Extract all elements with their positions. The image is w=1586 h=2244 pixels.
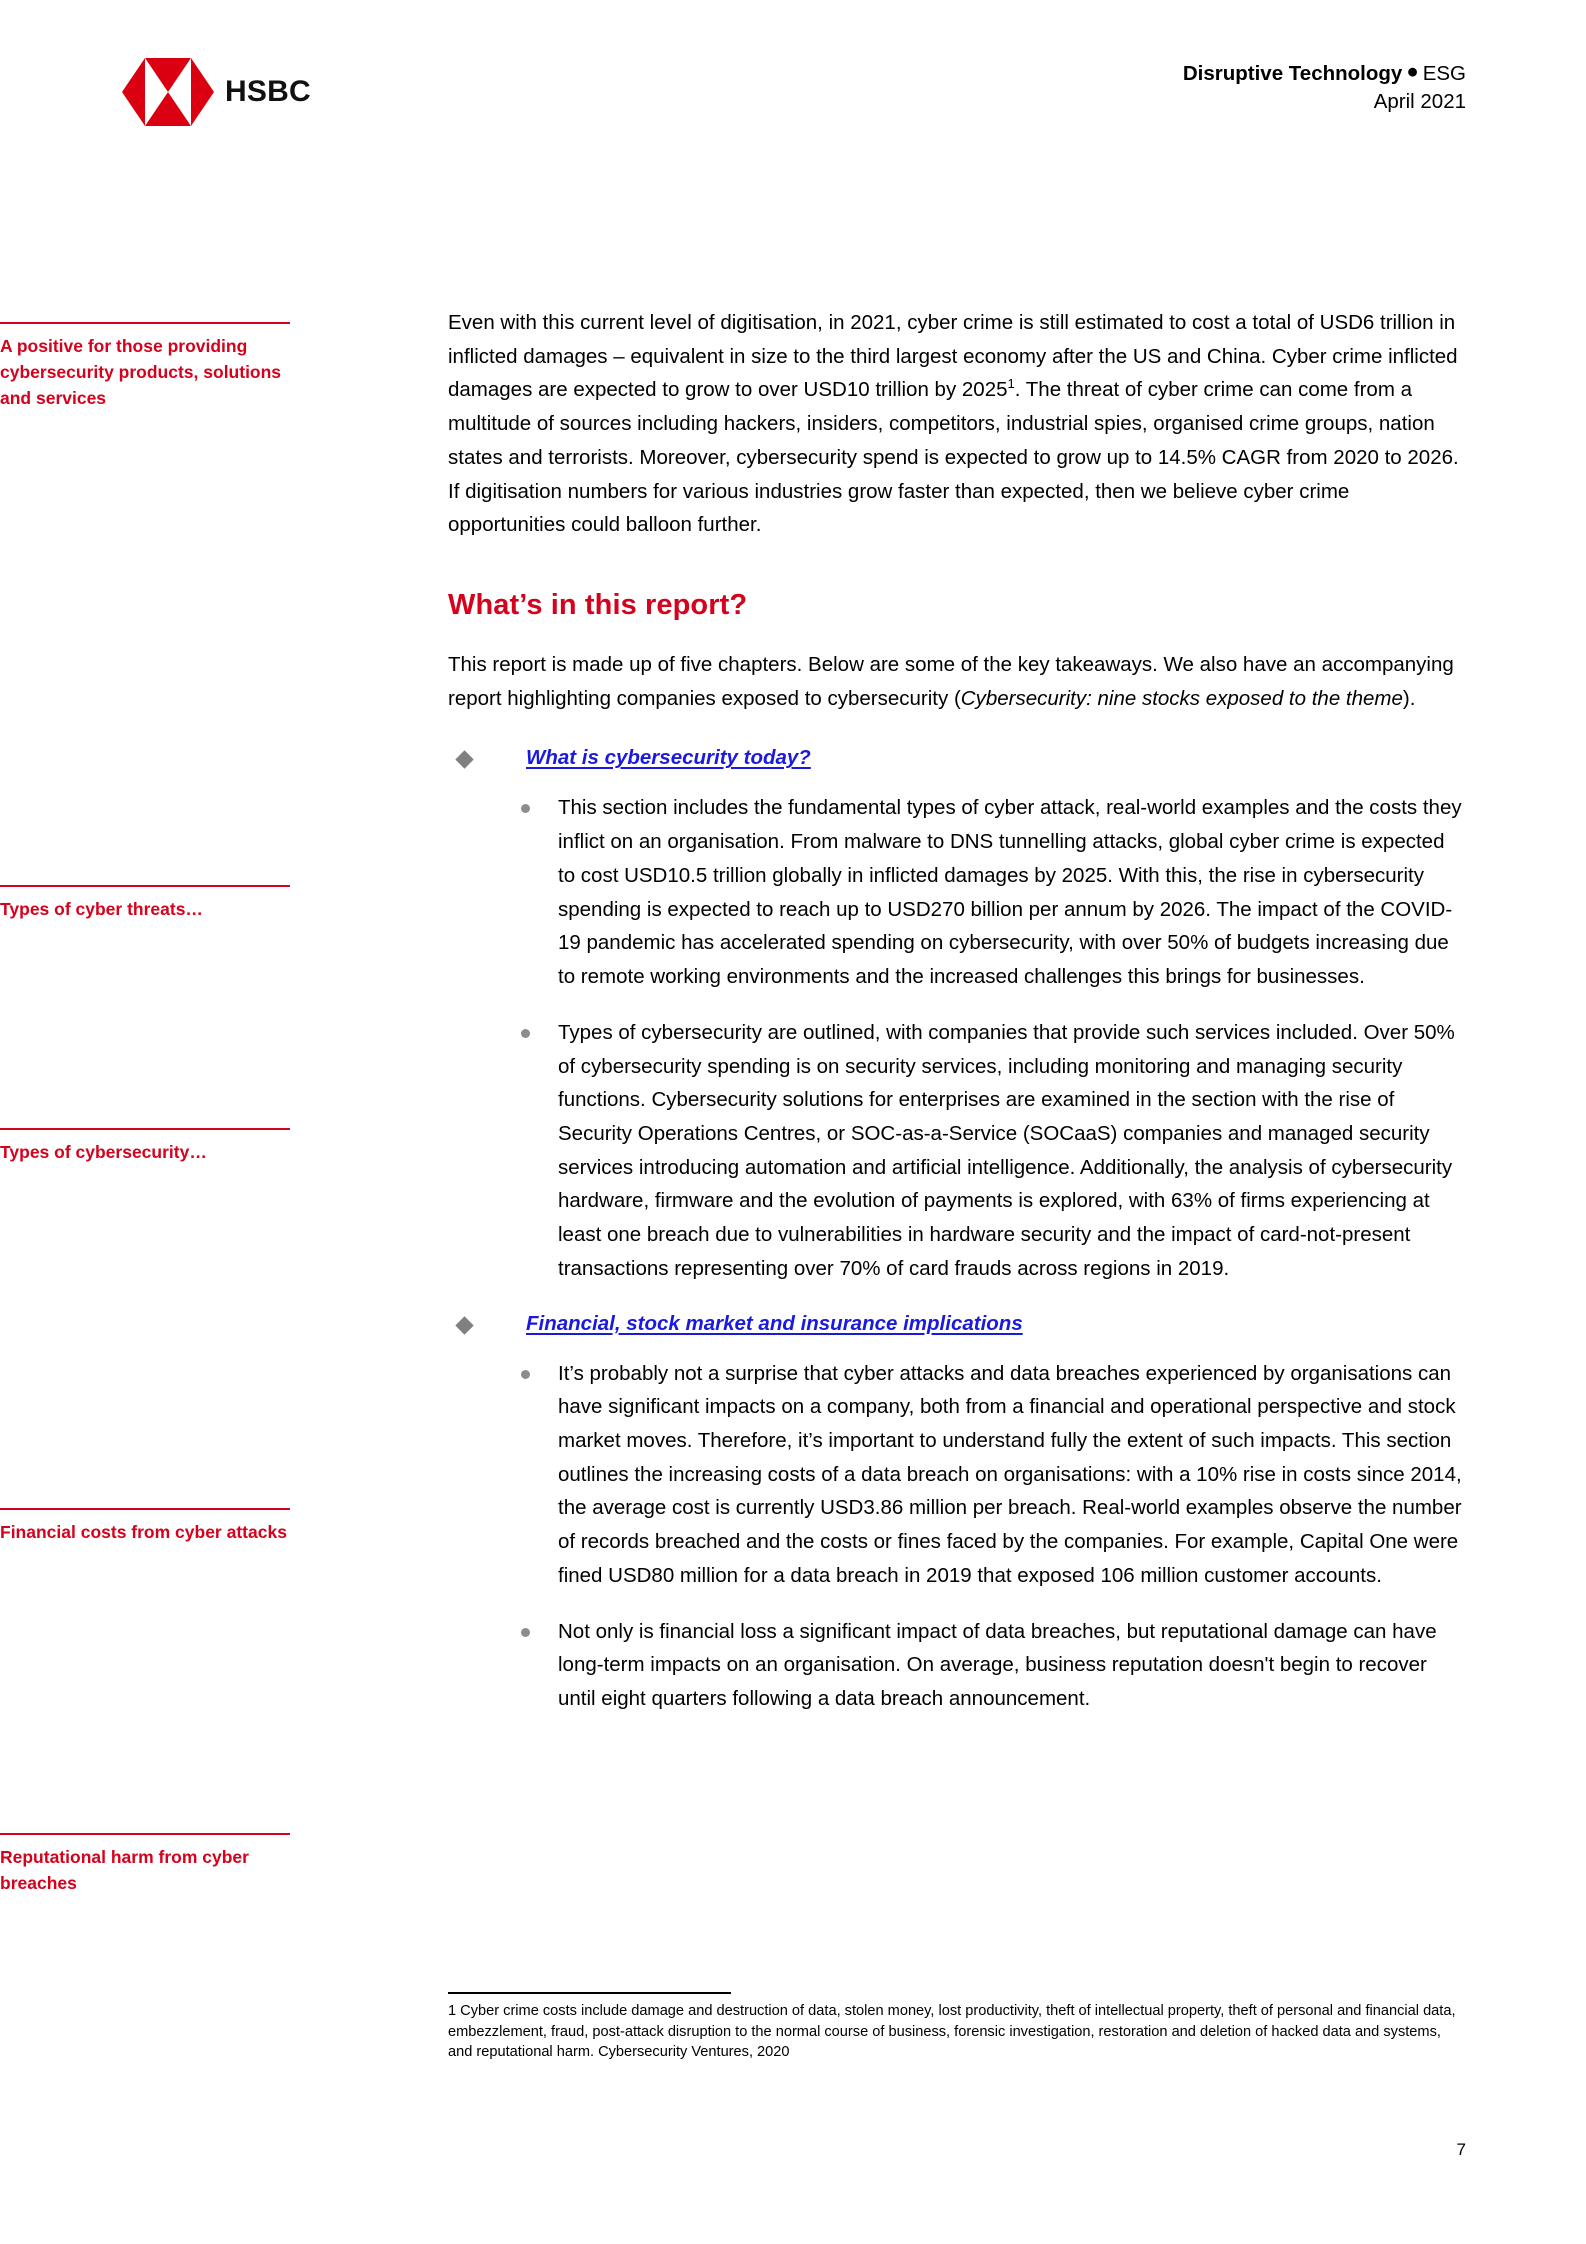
page-number: 7 bbox=[1456, 2140, 1466, 2159]
footnote-text: 1 Cyber crime costs include damage and destruction of data, stolen money, lost productivity, theft of intellectual property, theft of personal and financial data, embezzlement, fraud, post-attack disruption to the normal course of business, forensic investigation, restoration and deletion of hacked data and systems, and reputational harm. Cybersecurity Ventures, 2020 bbox=[448, 2003, 1456, 2061]
margin-note-reputational-harm bbox=[0, 1833, 290, 1897]
intro-paragraph bbox=[448, 306, 1466, 542]
round-bullet-icon bbox=[521, 1628, 530, 1637]
margin-note-positive bbox=[0, 322, 290, 412]
round-bullet-icon bbox=[521, 1370, 530, 1379]
chapter-link-row-1[interactable] bbox=[448, 746, 1466, 770]
header-title-plain: ESG bbox=[1422, 62, 1466, 85]
list-item bbox=[448, 791, 1466, 993]
footnote-block bbox=[448, 1992, 1466, 2063]
footnote-marker: 1 bbox=[1007, 376, 1015, 392]
header-title bbox=[1183, 58, 1466, 88]
chapter-link-row-2[interactable] bbox=[448, 1312, 1466, 1336]
diamond-bullet-icon bbox=[455, 1316, 473, 1334]
intro-paragraph-part2: . The threat of cyber crime can come from a multitude of sources including hackers, insiders, competitors, industrial spies, organised crime groups, nation states and terrorists. Moreover, cybersecurity spend is expected to grow up to 14.5% CAGR from 2020 to 2026. If digitisation numbers for various industries grow faster than expected, then we believe cyber crime opportunities could balloon further. bbox=[448, 378, 1459, 537]
list-item-text: It’s probably not a surprise that cyber attacks and data breaches experienced by organisations can have significant impacts on a company, both from a financial and operational perspective and stock market moves. Therefore, it’s important to understand fully the extent of such impacts. This section outlines the increasing costs of a data breach on organisations: with a 10% rise in costs since 2014, the average cost is currently USD3.86 million per breach. Real-world examples observe the number of records breached and the costs or fines faced by the companies. For example, Capital One were fined USD80 million for a data breach in 2019 that exposed 106 million customer accounts. bbox=[558, 1361, 1462, 1587]
intro-paragraph-part1: Even with this current level of digitisation, in 2021, cyber crime is still estimated to cost a total of USD6 trillion in inflicted damages – equivalent in size to the third largest economy after the US and China. Cyber crime inflicted damages are expected to grow to over USD10 trillion by 2025 bbox=[448, 311, 1458, 402]
chapter-link-what-is-cybersecurity[interactable]: What is cybersecurity today? bbox=[526, 746, 811, 770]
hsbc-logo bbox=[122, 58, 311, 126]
report-intro-part2: ). bbox=[1402, 686, 1416, 710]
header-meta bbox=[1183, 58, 1466, 117]
margin-note-text: Types of cyber threats… bbox=[0, 899, 203, 919]
list-item bbox=[448, 1357, 1466, 1593]
list-item bbox=[448, 1016, 1466, 1286]
margin-note-text: Financial costs from cyber attacks bbox=[0, 1522, 287, 1542]
diamond-bullet-icon bbox=[455, 751, 473, 769]
round-bullet-icon bbox=[521, 804, 530, 813]
margin-note-cyber-threats bbox=[0, 885, 290, 923]
chapter-link-financial-implications[interactable]: Financial, stock market and insurance implications bbox=[526, 1311, 1023, 1335]
margin-note-types-cybersecurity bbox=[0, 1128, 290, 1166]
list-item-text: Types of cybersecurity are outlined, with companies that provide such services included. Over 50% of cybersecurity spending is on security services, including monitoring and managing security functions. Cybersecurity solutions for enterprises are examined in the section with the rise of Security Operations Centres, or SOC-as-a-Service (SOCaaS) companies and managed security services introducing automation and artificial intelligence. Additionally, the analysis of cybersecurity hardware, firmware and the evolution of payments is explored, with 63% of firms experiencing at least one breach due to vulnerabilities in hardware security and the impact of card-not-present transactions representing over 70% of card frauds across regions in 2019. bbox=[558, 1020, 1455, 1280]
list-item bbox=[448, 1615, 1466, 1716]
header-title-bold: Disruptive Technology bbox=[1182, 62, 1403, 85]
margin-note-financial-costs bbox=[0, 1508, 290, 1546]
margin-note-text: Reputational harm from cyber breaches bbox=[0, 1847, 249, 1893]
header-date: April 2021 bbox=[1373, 90, 1466, 114]
bullet-separator-icon: ● bbox=[1406, 60, 1419, 83]
page-title: What’s in this report? bbox=[448, 589, 748, 622]
main-content-column bbox=[448, 306, 1466, 1716]
hsbc-logo-text: HSBC bbox=[225, 75, 311, 108]
page-header bbox=[0, 0, 1586, 160]
hsbc-hexagon-icon bbox=[122, 58, 214, 126]
report-intro-part1: This report is made up of five chapters. Below are some of the key takeaways. We also have an accompanying report highlighting companies exposed to cybersecurity ( bbox=[448, 653, 1454, 710]
margin-note-text: Types of cybersecurity… bbox=[0, 1142, 207, 1162]
footnote-divider bbox=[448, 1992, 731, 1994]
margin-note-text: A positive for those providing cybersecurity products, solutions and services bbox=[0, 336, 282, 408]
report-intro-italic-title: Cybersecurity: nine stocks exposed to the theme bbox=[960, 686, 1403, 710]
list-item-text: Not only is financial loss a significant impact of data breaches, but reputational damage can have long-term impacts on an organisation. On average, business reputation doesn't begin to recover until eight quarters following a data breach announcement. bbox=[558, 1619, 1437, 1710]
list-item-text: This section includes the fundamental types of cyber attack, real-world examples and the costs they inflict on an organisation. From malware to DNS tunnelling attacks, global cyber crime is expected to cost USD10.5 trillion globally in inflicted damages by 2025. With this, the rise in cybersecurity spending is expected to reach up to USD270 billion per annum by 2026. The impact of the COVID-19 pandemic has accelerated spending on cybersecurity, with over 50% of budgets increasing due to remote working environments and the increased challenges this brings for businesses. bbox=[558, 796, 1462, 989]
report-intro-paragraph bbox=[448, 648, 1466, 715]
round-bullet-icon bbox=[521, 1029, 530, 1038]
